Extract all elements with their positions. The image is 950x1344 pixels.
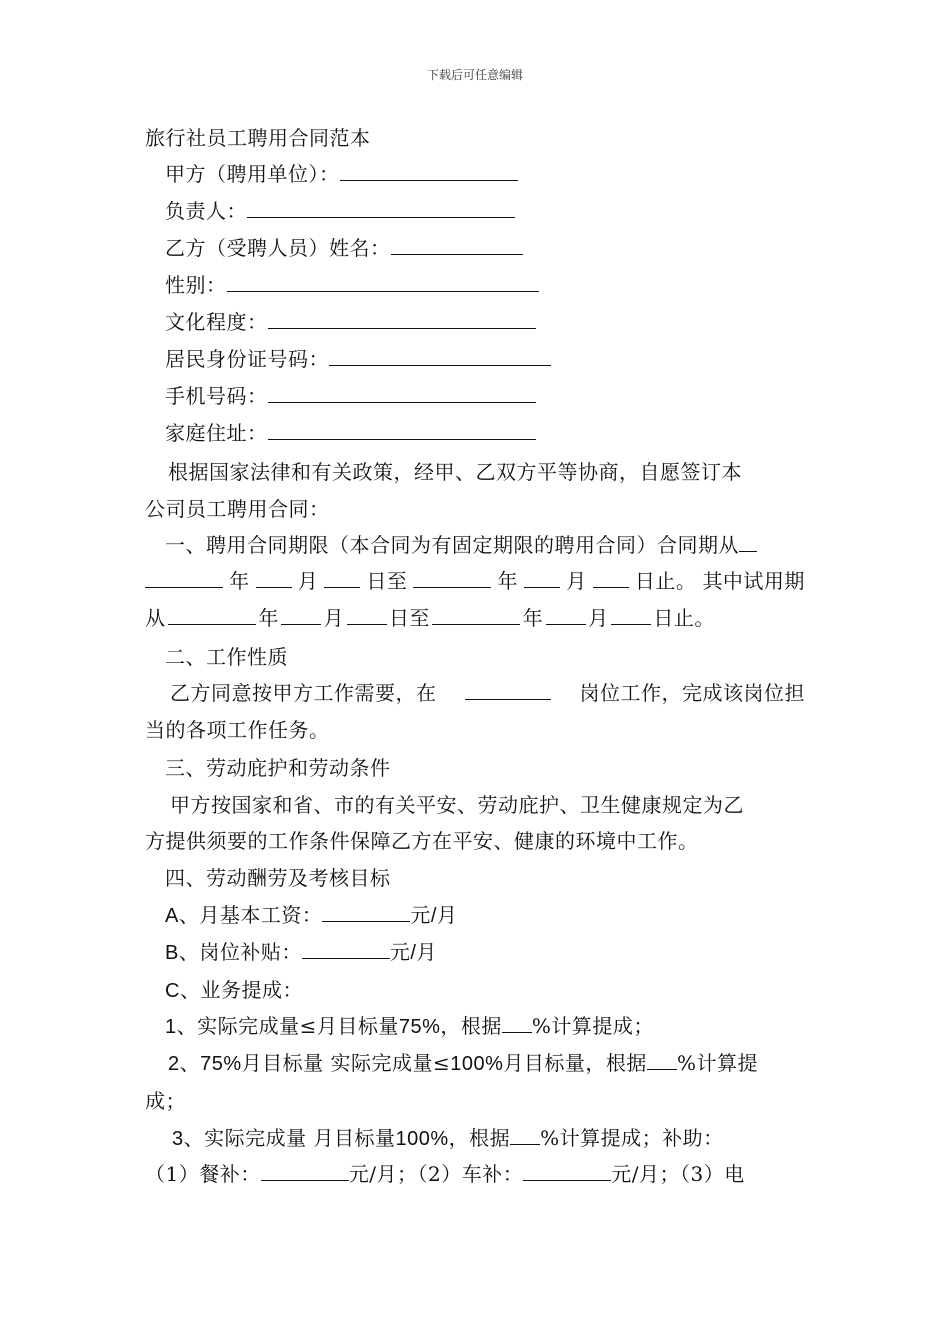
end-year-blank[interactable] xyxy=(413,569,491,588)
section-3-para-line-2: 方提供须要的工作条件保障乙方在平安、健康的环境中工作。 xyxy=(145,829,699,853)
party-a-blank[interactable] xyxy=(340,162,518,181)
meal-subsidy-blank[interactable] xyxy=(261,1162,349,1181)
intro-line-2: 公司员工聘用合同： xyxy=(145,497,330,521)
header-note: 下载后可任意编辑 xyxy=(426,68,523,82)
section-1-heading: 一、聘用合同期限（本合同为有固定期限的聘用合同）合同期从 xyxy=(165,533,739,557)
gender-field xyxy=(165,273,539,297)
rule-2-percent-1: 75% xyxy=(200,1053,242,1075)
item-a-marker: A xyxy=(165,905,179,927)
address-label: 家庭住址： xyxy=(165,421,268,445)
year-text: 年 xyxy=(522,606,544,630)
rule-1-percent: 75% xyxy=(398,1016,441,1038)
blank[interactable] xyxy=(739,533,757,552)
party-b-label: 乙方（受聘人员）姓名： xyxy=(165,236,391,260)
phone-field xyxy=(165,384,536,408)
rule-2-text-b: 月目标量，根据 xyxy=(503,1051,647,1075)
probation-start-year-blank[interactable] xyxy=(168,606,256,625)
probation-end-year-blank[interactable] xyxy=(432,606,520,625)
gender-label: 性别： xyxy=(165,273,227,297)
education-field xyxy=(165,310,536,334)
transport-subsidy-label: （2）车补： xyxy=(417,1162,524,1186)
rule-3-number: 3 xyxy=(172,1128,184,1150)
base-salary-field xyxy=(165,903,457,928)
section-2-text-b: 岗位工作，完成该岗位担 xyxy=(579,681,805,705)
section-3-title: 三、劳动庇护和劳动条件 xyxy=(165,756,391,780)
gender-blank[interactable] xyxy=(227,273,539,292)
id-blank[interactable] xyxy=(329,347,551,366)
from-text: 从 xyxy=(145,606,166,630)
commission-rule-3 xyxy=(172,1126,724,1151)
position-blank[interactable] xyxy=(465,681,551,700)
intro-line-1: 根据国家法律和有关政策，经甲、乙双方平等协商，自愿签订本 xyxy=(168,460,742,484)
month-text: 月 xyxy=(297,569,319,593)
id-field xyxy=(165,347,551,371)
rule-3-percent: 100% xyxy=(395,1128,449,1150)
rule-3-text-a: 、实际完成量 月目标量 xyxy=(183,1126,396,1150)
allowance-unit: 元/月 xyxy=(389,942,437,964)
base-salary-blank[interactable] xyxy=(322,903,410,922)
start-day-blank[interactable] xyxy=(324,569,360,588)
commission-heading xyxy=(165,978,303,1003)
allowance-label: 、岗位补贴： xyxy=(178,940,302,964)
allowance-blank[interactable] xyxy=(302,940,390,959)
section-3-para-line-1: 甲方按国家和省、市的有关平安、劳动庇护、卫生健康规定为乙 xyxy=(170,793,744,817)
education-label: 文化程度： xyxy=(165,310,268,334)
party-a-field xyxy=(165,162,518,186)
meal-subsidy-unit: 元/月； xyxy=(348,1162,418,1186)
start-year-blank[interactable] xyxy=(145,569,223,588)
month-text: 月 xyxy=(323,606,345,630)
probation-end-month-blank[interactable] xyxy=(546,606,586,625)
subsidy-line xyxy=(145,1162,745,1186)
base-salary-unit: 元/月 xyxy=(410,905,458,927)
start-month-blank[interactable] xyxy=(256,569,292,588)
probation-start-day-blank[interactable] xyxy=(347,606,387,625)
probation-end-day-blank[interactable] xyxy=(611,606,651,625)
year-text: 年 xyxy=(258,606,279,630)
meal-subsidy-label: （1）餐补： xyxy=(145,1162,261,1186)
base-salary-label: 、月基本工资： xyxy=(178,903,323,927)
section-1-line-2 xyxy=(145,569,805,593)
address-field xyxy=(165,421,536,445)
rule-3-text-b: ，根据 xyxy=(448,1126,511,1150)
transport-subsidy-unit: 元/月； xyxy=(611,1162,680,1186)
allowance-field xyxy=(165,940,437,965)
rule-1-number: 1 xyxy=(165,1016,177,1038)
commission-rule-1 xyxy=(165,1014,654,1039)
party-b-field xyxy=(165,236,523,260)
item-b-marker: B xyxy=(165,942,179,964)
rule-2-rate-blank[interactable] xyxy=(647,1051,677,1070)
month-text: 月 xyxy=(588,606,609,630)
day-end-text: 日止。 xyxy=(653,606,715,630)
party-b-blank[interactable] xyxy=(391,236,523,255)
item-c-marker: C xyxy=(165,980,180,1002)
document-title: 旅行社员工聘用合同范本 xyxy=(145,126,371,150)
rule-1-text-a: 、实际完成量≤月目标量 xyxy=(176,1014,399,1038)
principal-blank[interactable] xyxy=(247,199,515,218)
probation-start-month-blank[interactable] xyxy=(281,606,321,625)
section-4-title: 四、劳动酬劳及考核目标 xyxy=(165,866,391,890)
phone-blank[interactable] xyxy=(268,384,536,403)
section-2-text-a: 乙方同意按甲方工作需要，在 xyxy=(170,681,437,705)
day-to-text: 日至 xyxy=(366,569,408,593)
phone-label: 手机号码： xyxy=(165,384,268,408)
party-a-label: 甲方（聘用单位）： xyxy=(165,162,340,186)
end-month-blank[interactable] xyxy=(524,569,560,588)
section-2-para-line-2: 当的各项工作任务。 xyxy=(145,718,330,742)
rule-2-text-a: 月目标量 实际完成量≤ xyxy=(241,1051,451,1075)
rule-3-rate-blank[interactable] xyxy=(510,1126,540,1145)
day-end-text: 日止。 xyxy=(634,569,697,593)
probation-text: 其中试用期 xyxy=(702,569,805,593)
section-1-line-1 xyxy=(165,533,757,557)
rule-2-text-c: %计算提 xyxy=(676,1051,758,1075)
commission-rule-2-cont: 成； xyxy=(145,1089,186,1113)
rule-1-text-c: %计算提成； xyxy=(531,1014,654,1038)
phone-subsidy-label: （3）电 xyxy=(679,1162,745,1186)
section-2-title: 二、工作性质 xyxy=(165,645,288,669)
principal-field xyxy=(165,199,515,223)
id-label: 居民身份证号码： xyxy=(165,347,329,371)
rule-2-percent-2: 100% xyxy=(450,1053,504,1075)
section-1-line-3 xyxy=(145,606,715,630)
commission-rule-2: 2、75%月目标量 实际完成量≤100%月目标量，根据 %计算提 xyxy=(168,1051,758,1075)
transport-subsidy-blank[interactable] xyxy=(523,1162,611,1181)
day-to-text: 日至 xyxy=(388,606,430,630)
rule-1-rate-blank[interactable] xyxy=(502,1014,532,1033)
principal-label: 负责人： xyxy=(165,199,247,223)
address-blank[interactable] xyxy=(268,421,536,440)
commission-label: 、业务提成： xyxy=(179,978,303,1002)
rule-1-text-b: ，根据 xyxy=(440,1014,502,1038)
education-blank[interactable] xyxy=(268,310,536,329)
year-text: 年 xyxy=(497,569,519,593)
rule-2-number: 2 xyxy=(168,1053,180,1075)
year-text: 年 xyxy=(229,569,250,593)
rule-3-text-c: %计算提成；补助： xyxy=(540,1126,724,1150)
month-text: 月 xyxy=(566,569,587,593)
section-2-para-line-1 xyxy=(170,681,805,705)
end-day-blank[interactable] xyxy=(593,569,629,588)
